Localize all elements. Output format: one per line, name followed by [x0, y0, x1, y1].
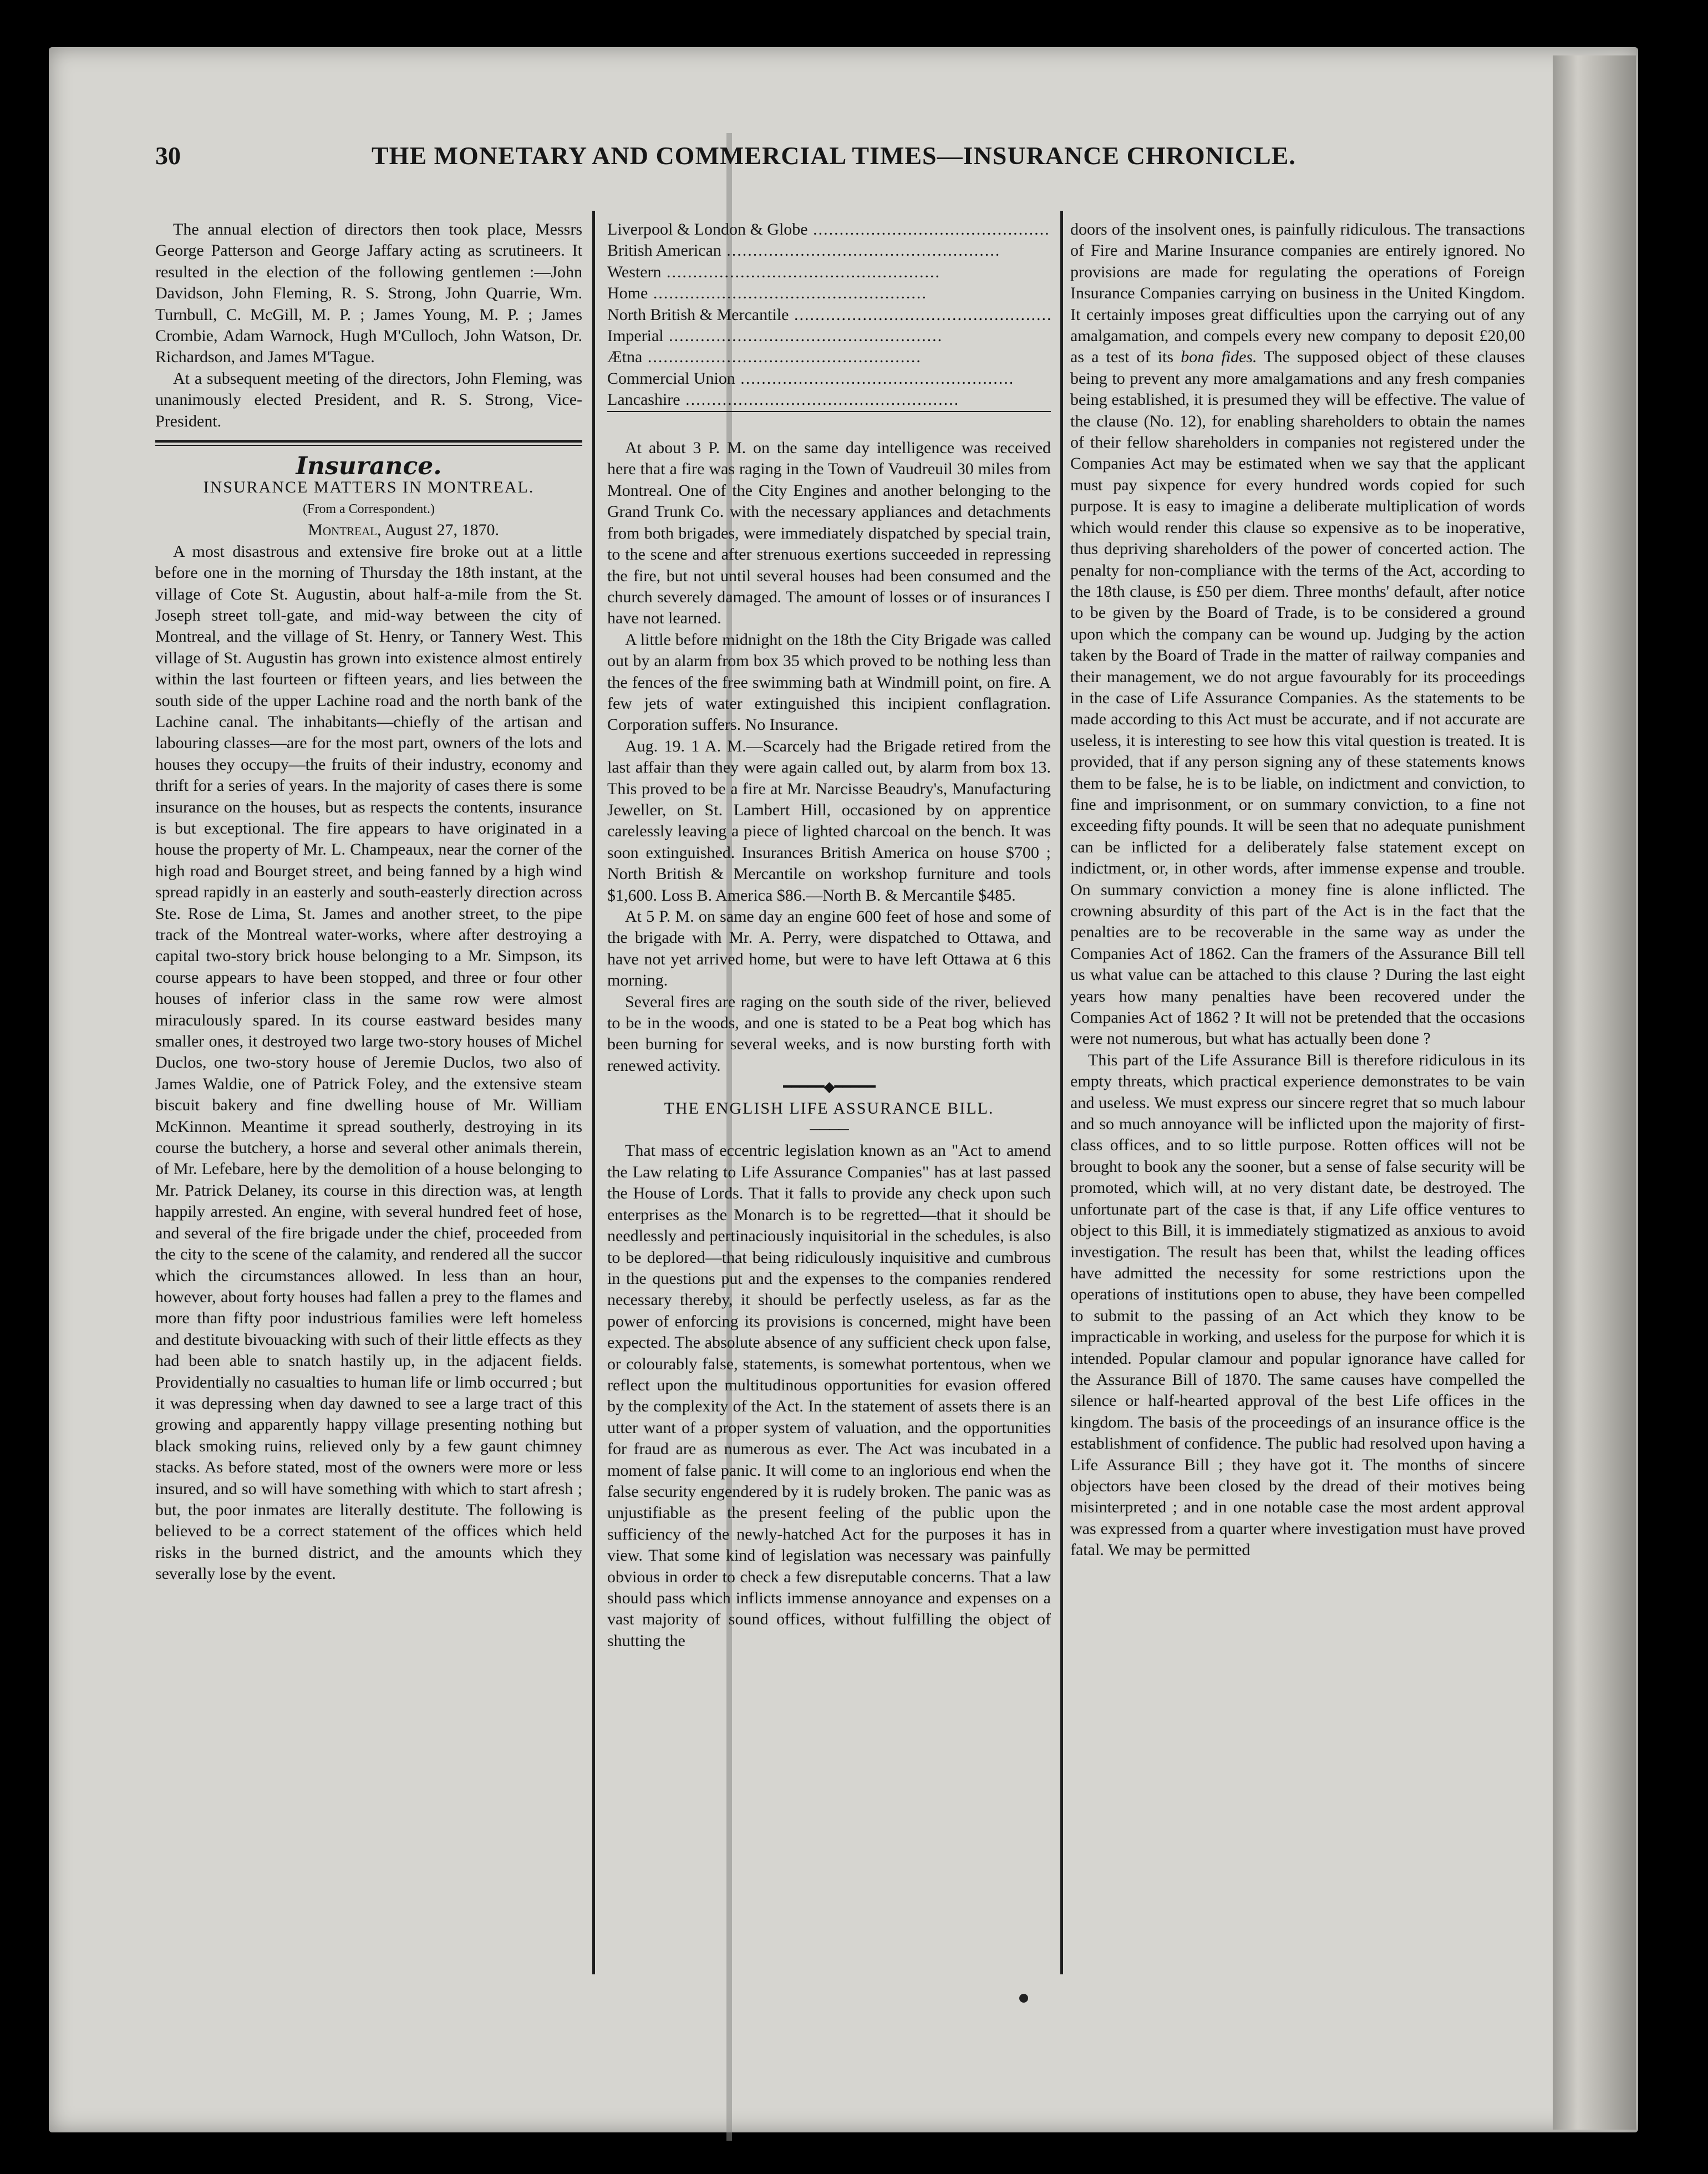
paragraph-continued [1070, 219, 1525, 1050]
column-rule-right [1060, 211, 1063, 1974]
column-1 [155, 219, 582, 1972]
paragraph-legislation: That mass of eccentric legislation known as an "Act to amend the Law relating to Life Assurance Companies" has at last passed the House of Lords. That it falls to provide any check upon such enterprises as the Monarch is to be regretted—that it should be needlessly and pertinaciously inquisitorial in the schedules, is also to be deplored—that being ridiculously inquisitive and cumbrous in the questions put and the expenses to the companies rendered necessary thereby, it should be perfectly useless, as far as the power of enforcing its provisions is concerned, might have been expected. The absolute absence of any sufficient check upon false, or colourably false, statements, is somewhat portentous, when we reflect upon the multitudinous opportunities for evasion offered by the complexity of the Act. In the statement of assets there is an utter want of a proper system of valuation, and the opportunities for fraud are as numerous as ever. The Act was incubated in a moment of false panic. It will come to an inglorious end when the false security engendered by it is rudely broken. The panic was as unjustifiable as the present feeling of the public upon the sufficiency of the newly-hatched Act for the purposes it has in view. That some kind of legislation was necessary was painfully obvious in order to check a few disreputable concerns. That a law should pass which inflicts immense annoyance and expenses on a vast majority of sound offices, without fulfilling the object of shutting the [607, 1141, 1051, 1650]
running-head: THE MONETARY AND COMMERCIAL TIMES—INSURANCE CHRONICLE. [372, 141, 1296, 170]
company-name: Imperial ..... [607, 326, 1051, 347]
short-rule: ──── [810, 1121, 848, 1138]
section-heading-insurance: Insurance. [296, 452, 442, 481]
paragraph-woods-fires: Several fires are raging on the south side of the river, believed to be in the woods, and one is stated to be a Peat bog which has been burning for several weeks, and is now bursting forth with renewed activity. [607, 992, 1051, 1075]
page-edge-shadow [1553, 55, 1636, 2130]
table-row [607, 240, 1051, 261]
column-2 [607, 219, 1051, 1972]
byline: (From a Correspondent.) [303, 501, 435, 516]
paragraph-swimming-bath: A little before midnight on the 18th the City Brigade was called out by an alarm from box 35 which proved to be nothing less than the fences of the free swimming bath at Windmill point, on fire. A few jets of water extinguished this incipient conflagration. Corporation suffers. No Insurance. [607, 630, 1051, 734]
company-name: Lancashire ..... [607, 389, 1051, 411]
text-run: doors of the insolvent ones, is painfully ridiculous. The transactions of Fire and Marine Insurance companies are entirely ignored. No provisions are made for regulating the operations of Foreign Insurance Companies carrying on business in the United Kingdom. It certainly imposes great difficulties upon the carrying out of any amalgamation, and compels every new company to deposit £20,00 as a test of its [1070, 220, 1525, 367]
table-row [607, 283, 1051, 304]
article-title-montreal: INSURANCE MATTERS IN MONTREAL. [203, 478, 535, 497]
paragraph-conclusion: This part of the Life Assurance Bill is therefore ridiculous in its empty threats, which practical experience demonstrates to be vain and useless. We must express our sincere regret that so much labour and so much annoyance will be inflicted upon the majority of first-class offices, and to so little purpose. Rotten offices will not be brought to book any the sooner, but a sense of false security will be promoted, which will, at no very distant date, be destroyed. The unfortunate part of the case is that, if any Life office ventures to object to this Bill, it is immediately stigmatized as anxious to avoid investigation. The result has been that, whilst the leading offices have admitted the necessity for some restrictions upon the operations of institutions open to abuse, they have been compelled to submit to the passing of an Act which they know to be impracticable in working, and useless for the purpose for which it is intended. Popular clamour and popular ignorance have called for the Assurance Bill of 1870. The same causes have compelled the silence or half-hearted approval of the best Life offices in the kingdom. The basis of the proceedings of an insurance office is the establishment of confidence. The public had resolved upon having a Life Assurance Bill ; they have got it. The months of sincere objectors have been closed by the dread of their motives being misinterpreted ; and in one notable case the most ardent approval was expressed from a quarter where investigation must have proved fatal. We may be permitted [1070, 1050, 1525, 1560]
paragraph-election: The annual election of directors then took place, Messrs George Patterson and George Jaffary acting as scrutineers. It resulted in the election of the following gentlemen :—John Davidson, John Fleming, R. S. Strong, John Quarrie, Wm. Turnbull, C. McGill, M. P. ; James Young, M. P. ; James Crombie, Adam Warnock, Hugh M'Culloch, John Watson, Dr. Richardson, and James M'Tague. [155, 220, 582, 367]
dateline-date: August 27, 1870. [381, 521, 499, 540]
text-run: The supposed object of these clauses being to prevent any more amalgamations and any fresh companies being established, it is presumed they will be effective. The value of the clause (No. 12), for enabling shareholders to obtain the names of their fellow shareholders in companies not registered under the Companies Act may be estimated when we say that the applicant must pay sixpence for every hundred words copied for such purpose. It is easy to imagine a deliberate multiplication of words which would render this clause so expensive as to be inoperative, thus depriving shareholders of the power of concerted action. The penalty for non-compliance with the terms of the Act, according to the 18th clause, is £50 per diem. Three months' default, after notice to be given by the Board of Trade, is to be considered a ground upon which the company can be wound up. Judging by the action taken by the Board of Trade in the matter of railway companies and their management, we do not argue favourably for its proceedings in the case of Life Assurance Companies. As the statements to be made according to this Act must be accurate, and if not accurate are useless, it is interesting to see how this vital question is treated. It is provided, that if any person signing any of these statements knows them to be false, he is to be liable, on indictment and conviction, to fine and imprisonment, or on summary conviction, to a fine not exceeding fifty pounds. It will be seen that no adequate punishment can be inflicted for a deliberately false statement except on indictment, or, in other words, after immense expense and trouble. On summary conviction a money fine is alone inflicted. The crowning absurdity of this part of the Act is in the fact that the penalties are to be recoverable in the same way as under the Companies Act of 1862. Can the framers of the Assurance Bill tell us what value can be attached to this clause ? During the last eight years how many penalties have been recovered under the Companies Act of 1862 ? It will not be pretended that the occasions were not numerous, but what has actually been done ? [1070, 348, 1525, 1048]
table-row [607, 347, 1051, 368]
table-row [607, 304, 1051, 326]
insurance-loss-table [607, 219, 1051, 433]
table-row [607, 219, 1051, 240]
dateline-place: Montreal, [308, 521, 382, 540]
company-name: Commercial Union ..... [607, 368, 1051, 389]
table-row [607, 326, 1051, 347]
company-name: Home ..... [607, 283, 1051, 304]
column-rule-left [592, 211, 595, 1974]
page-header [155, 139, 1325, 183]
paragraph-fire-report: A most disastrous and extensive fire broke out at a little before one in the morning of Thursday the 18th instant, at the village of Cote St. Augustin, about half-a-mile from the St. Joseph street toll-gate, and mid-way between the city of Montreal, and the village of St. Henry, or Tannery West. This village of St. Augustin has grown into existence almost entirely within the last fourteen or fifteen years, and lies between the south side of the upper Lachine road and the north bank of the Lachine canal. The inhabitants—chiefly of the artisan and labouring classes—are for the most part, owners of the lots and houses they occupy—the fruits of their industry, economy and thrift for a series of years. In the majority of cases there is some insurance on the houses, but as respects the contents, insurance is but exceptional. The fire appears to have originated in a house the property of Mr. L. Champeaux, near the corner of the high road and Bourget street, and being fanned by a high wind spread rapidly in an easterly and south-easterly direction across Ste. Rose de Lima, St. James and another street, to the pipe track of the Montreal water-works, where after destroying a capital two-story brick house belonging to a Mr. Simpson, its course appears to have been stopped, and three or four other houses of inferior class in the same row were almost miraculously spared. In its course eastward besides many smaller ones, it destroyed two large two-story houses of Michel Duclos, one two-story house of Jeremie Duclos, two also of James Waldie, one of Patrick Foley, and the extensive steam biscuit bakery and fine dwelling house of Mr. William McKinnon. Meantime it spread southerly, destroying in its course the butchery, a horse and several other animals therein, of Mr. Lefebare, here by the demolition of a house belonging to Mr. Patrick Delaney, its course in this direction was, at length happily arrested. An engine, with several hundred feet of hose, and several of the fire brigade under the chief, proceeded from the city to the scene of the calamity, and rendered all the succor which the circumstances allowed. In less than an hour, however, about forty houses had fallen a prey to the flames and more than fifty poor industrious families were left homeless and destitute bivouacking with such of their little effects as they had been able to snatch hastily up, in the adjacent fields. Providentially no casualties to human life or limb occurred ; but it was depressing when day dawned to see a large tract of this growing and apparently happy village presenting nothing but black smoking ruins, relieved only by a few gaunt chimney stacks. As before stated, most of the owners were more or less insured, and so will have something with which to start afresh ; but, the poor inmates are literally destitute. The following is believed to be a correct statement of the offices which held risks in the burned district, and the amounts which they severally lose by the event. [155, 542, 582, 1583]
ornamental-rule: ━━━━━◆━━━━━ [783, 1079, 875, 1095]
ink-speck [1019, 1994, 1028, 2003]
section-divider [155, 440, 582, 446]
company-name: Western ..... [607, 262, 1051, 283]
table-row [607, 262, 1051, 283]
table-total-row [607, 412, 1051, 433]
company-name: Ætna ..... [607, 347, 1051, 368]
paragraph-ottawa: At 5 P. M. on same day an engine 600 feet of hose and some of the brigade with Mr. A. Perry, were dispatched to Ottawa, and have not yet arrived home, but were to have left Ottawa at 6 this morning. [607, 907, 1051, 990]
paragraph-officers: At a subsequent meeting of the directors, John Fleming, was unanimously elected President, and R. S. Strong, Vice-President. [155, 369, 582, 430]
table-row [607, 389, 1051, 411]
dateline [155, 520, 582, 541]
article-title-life-assurance: THE ENGLISH LIFE ASSURANCE BILL. [664, 1099, 994, 1118]
column-3 [1070, 219, 1525, 1972]
paragraph-aug-19: Aug. 19. 1 A. M.—Scarcely had the Brigade retired from the last affair than they were again called out, by alarm from box 13. This proved to be a fire at Mr. Narcisse Beaudry's, Manufacturing Jeweller, on St. Lambert Hill, occasioned by on apprentice carelessly leaving a piece of lighted charcoal on the bench. It was soon extinguished. Insurances British America on house $700 ; North British & Mercantile on workshop furniture and tools $1,600. Loss B. America $86.—North B. & Mercantile $485. [607, 736, 1051, 905]
company-name: Liverpool & London & Globe ..... [607, 219, 1051, 240]
company-name: British American ..... [607, 240, 1051, 261]
italic-phrase: bona fides. [1181, 348, 1257, 367]
table-row [607, 368, 1051, 389]
company-name: North British & Mercantile ..... [607, 304, 1051, 326]
paragraph-vaudreuil: At about 3 P. M. on the same day intelligence was received here that a fire was raging in the Town of Vaudreuil 30 miles from Montreal. One of the City Engines and another belonging to the Grand Trunk Co. with the necessary appliances and detachments from both brigades, were immediately dispatched by special train, to the scene and after strenuous exertions succeeded in repressing the fire, but not until several houses had been consumed and the church severely damaged. The amount of losses or of insurances I have not learned. [607, 439, 1051, 628]
page-number: 30 [155, 141, 181, 170]
